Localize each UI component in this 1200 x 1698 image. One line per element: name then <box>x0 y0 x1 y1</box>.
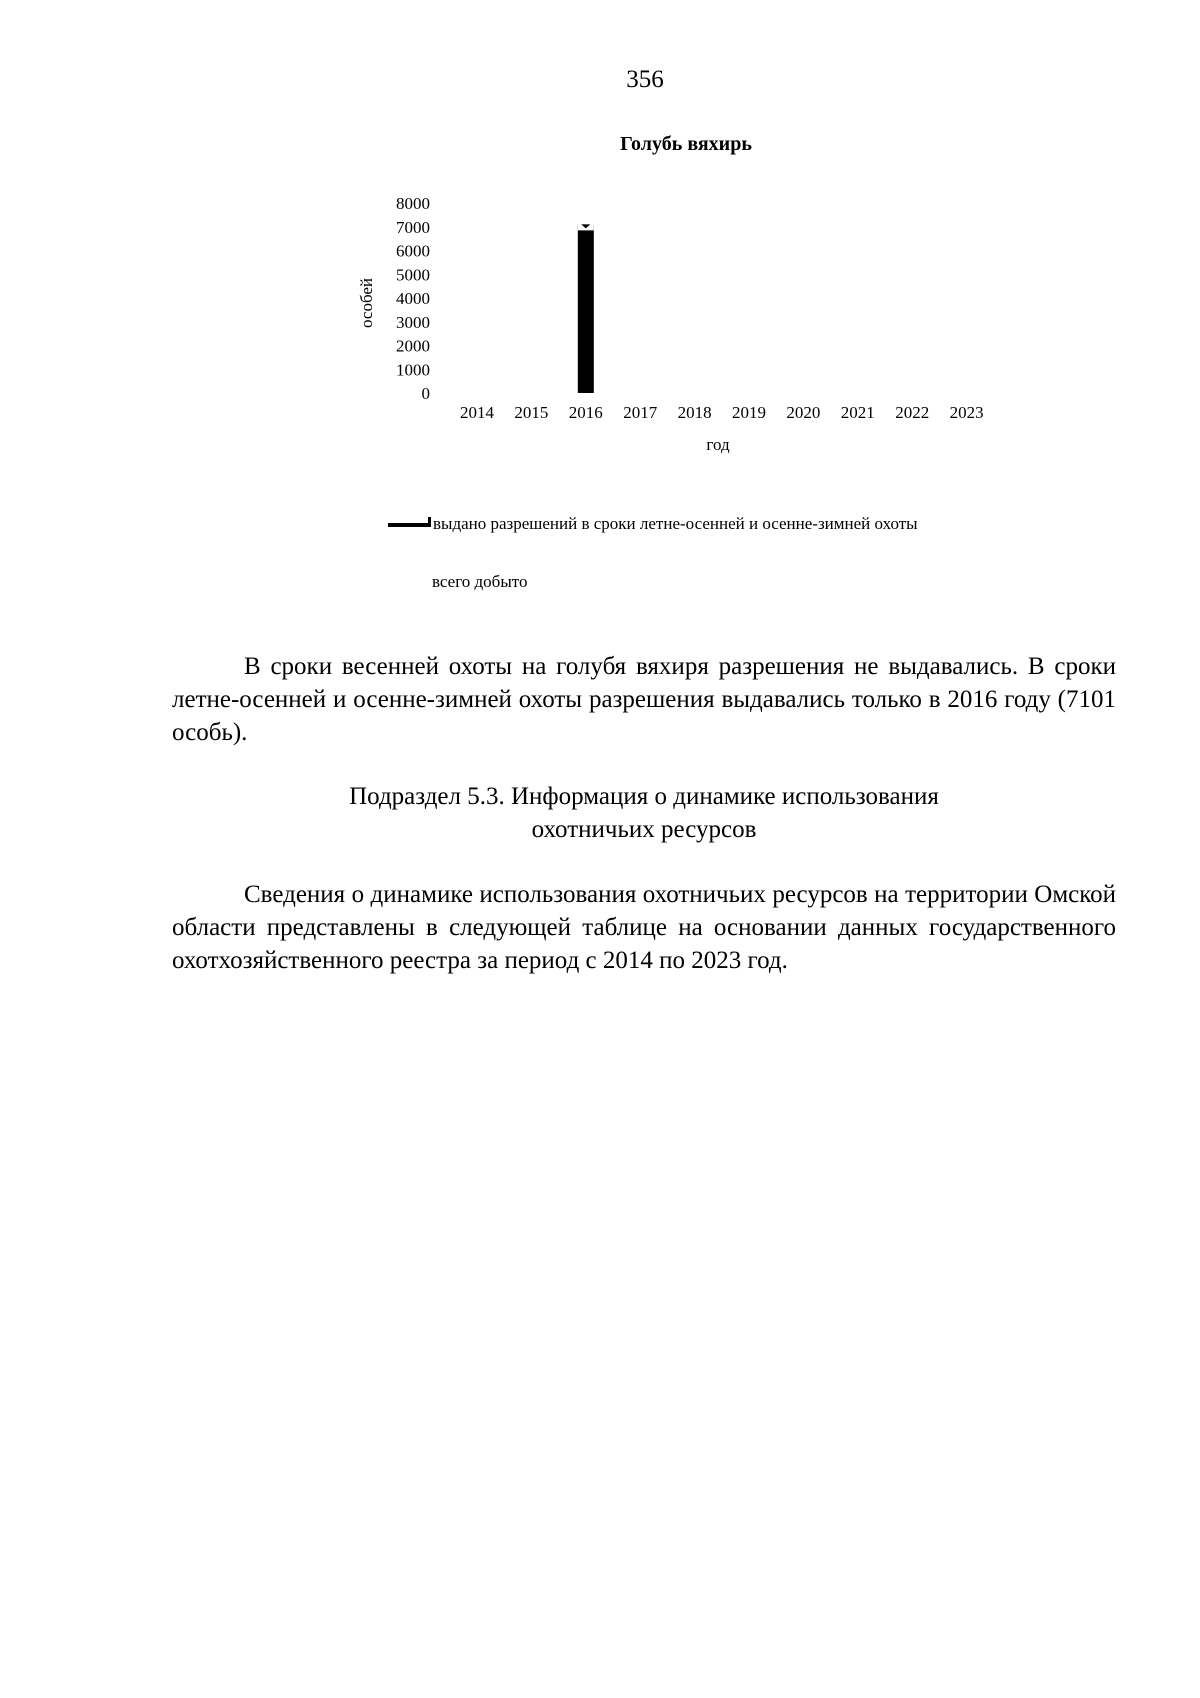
y-tick-label: 0 <box>421 384 430 403</box>
section-heading-line-2: охотничьих ресурсов <box>531 816 757 843</box>
bar-chart <box>330 125 1020 595</box>
y-tick-label: 6000 <box>396 241 430 261</box>
y-tick-label: 8000 <box>396 194 430 213</box>
legend-label-permits: выдано разрешений в сроки летне-осенней и осенне-зимней охоты <box>433 514 918 533</box>
x-tick-label: 2018 <box>677 403 712 422</box>
y-axis-ticks <box>396 194 430 403</box>
y-tick-label: 2000 <box>396 336 430 356</box>
x-tick-label: 2022 <box>895 403 930 422</box>
section-heading-line-1: Подраздел 5.3. Информация о динамике использования <box>349 783 939 810</box>
x-tick-label: 2023 <box>949 403 984 422</box>
x-tick-label: 2020 <box>786 403 821 422</box>
x-tick-label: 2019 <box>732 403 766 422</box>
x-tick-label: 2015 <box>514 403 549 422</box>
y-axis-label: особей <box>357 277 376 329</box>
paragraph-2-text: Сведения о динамике использования охотничьих ресурсов на территории Омской области представлены в следующей таблице на основании данных государственного охотхозяйственного реестра за период с 2014 по 2023 год. <box>172 881 1116 974</box>
y-tick-label: 1000 <box>396 360 430 380</box>
y-tick-label: 4000 <box>396 289 430 308</box>
x-axis-label: год <box>706 435 730 454</box>
bar-2016 <box>578 224 594 393</box>
x-axis-ticks <box>460 403 984 422</box>
legend-label-total: всего добыто <box>432 572 528 591</box>
y-tick-label: 5000 <box>396 265 430 285</box>
chart-legend <box>388 514 918 591</box>
page-number: 356 <box>626 66 664 93</box>
chart-title: Голубь вяхирь <box>620 133 752 155</box>
chart-svg <box>330 125 1020 595</box>
x-tick-label: 2017 <box>623 403 658 422</box>
legend-marker-permits <box>388 517 431 527</box>
paragraph-1: В сроки весенней охоты на голубя вяхиря разрешения не выдавались. В сроки летне-осенней и осенне-зимней охоты разрешения выдавались только в 2016 году (7101 особь). <box>172 653 1116 746</box>
section-heading <box>172 780 1116 846</box>
x-tick-label: 2016 <box>568 403 603 422</box>
paragraph-2 <box>172 878 1116 977</box>
x-tick-label: 2014 <box>460 403 494 422</box>
chart-bars <box>578 221 594 393</box>
y-tick-label: 3000 <box>396 312 430 332</box>
y-tick-label: 7000 <box>396 217 430 237</box>
x-tick-label: 2021 <box>840 403 875 422</box>
